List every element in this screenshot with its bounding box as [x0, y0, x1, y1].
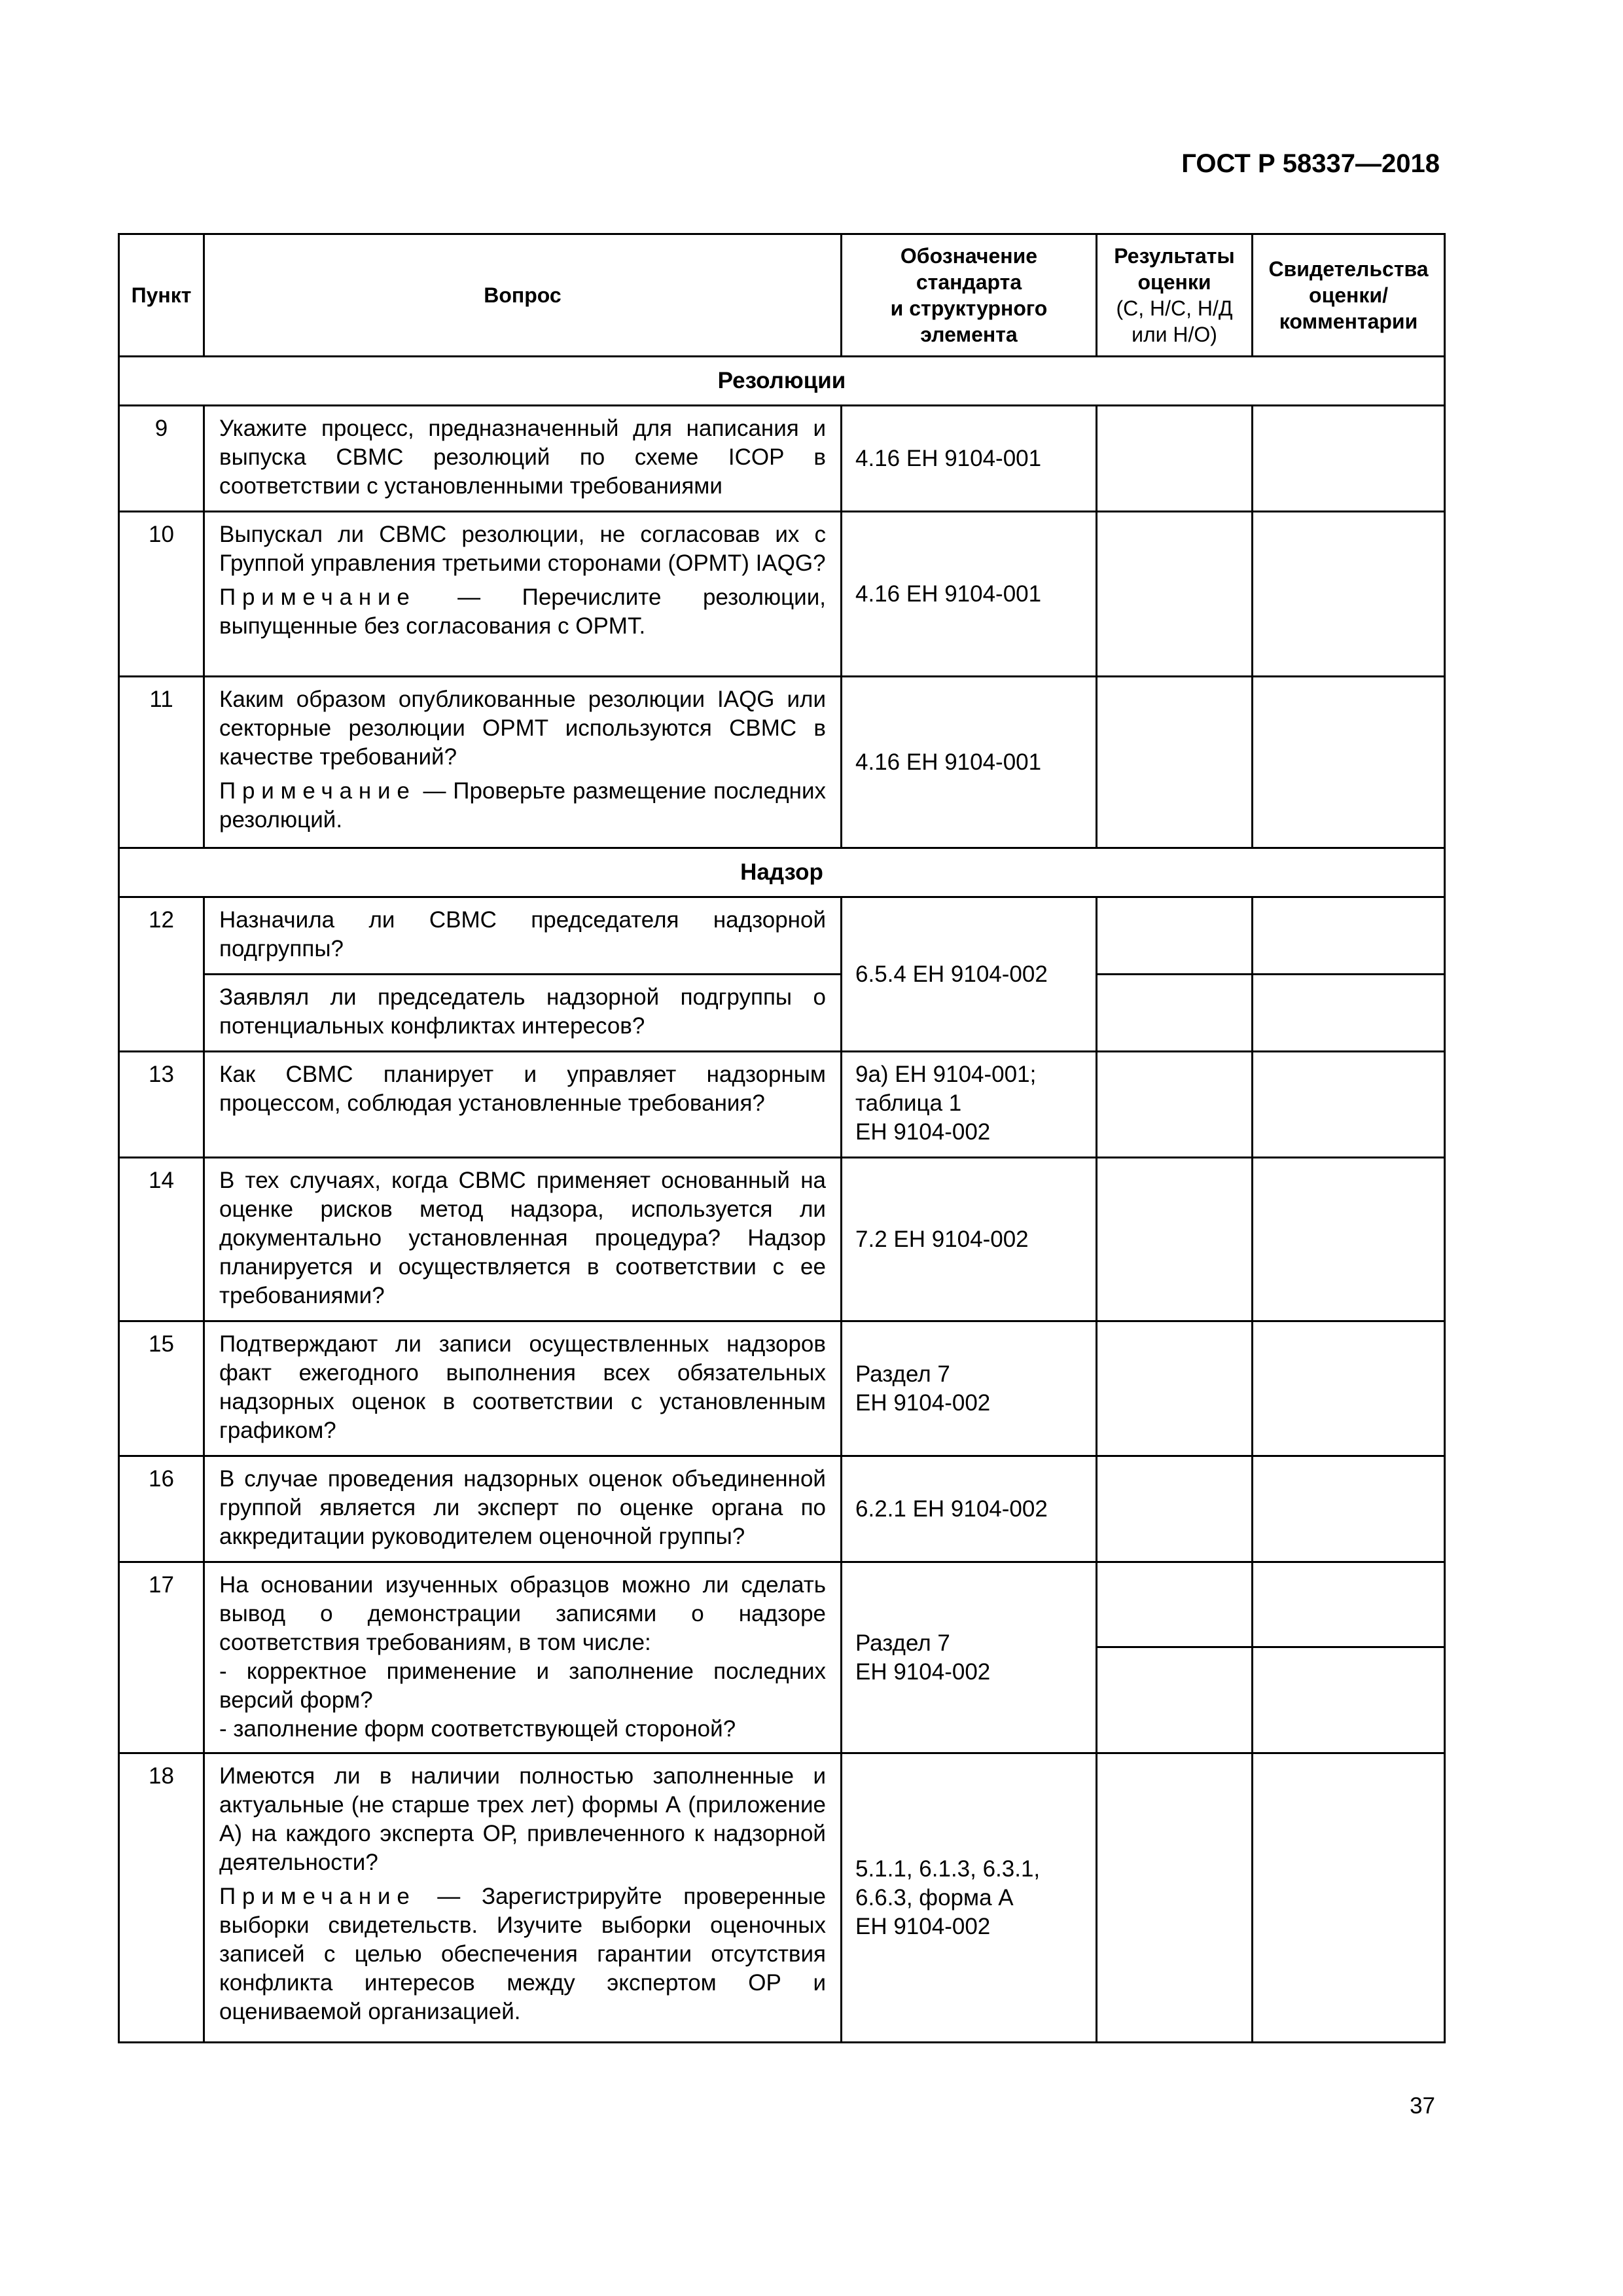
evidence-cell[interactable] [1253, 677, 1445, 848]
item-number: 10 [119, 512, 204, 677]
item-number: 12 [119, 897, 204, 1052]
standard-reference: 6.2.1 ЕН 9104-002 [842, 1456, 1097, 1562]
col-item-header: Пункт [119, 234, 204, 357]
item-number: 9 [119, 406, 204, 512]
question-text: Выпускал ли СВМС резолюции, не согласовав их с Группой управления третьими сторонами (OPMT) IAQG? Примечание — Перечислите резолюции, выпущенные без согласования с OPMT. [204, 512, 842, 677]
item-number: 17 [119, 1562, 204, 1753]
result-cell[interactable] [1097, 975, 1253, 1052]
item-number: 14 [119, 1158, 204, 1321]
table-row [119, 677, 1445, 848]
evidence-cell[interactable] [1253, 1647, 1445, 1753]
question-text: Укажите процесс, предназначенный для написания и выпуска СВМС резолюций по схеме ICOP в соответствии с установленными требованиями [204, 406, 842, 512]
result-cell[interactable] [1097, 677, 1253, 848]
table-row [119, 1753, 1445, 2043]
checklist-table [118, 233, 1446, 2043]
question-text: Заявлял ли председатель надзорной подгруппы о потенциальных конфликтах интересов? [204, 975, 842, 1052]
evidence-cell[interactable] [1253, 897, 1445, 975]
section-supervision: Надзор [119, 848, 1445, 897]
standard-reference: 4.16 ЕН 9104-001 [842, 677, 1097, 848]
table-row [119, 512, 1445, 677]
question-text: Подтверждают ли записи осуществленных надзоров факт ежегодного выполнения всех обязательных надзорных оценок в соответствии с установленным графиком? [204, 1321, 842, 1456]
question-text: Как СВМС планирует и управляет надзорным процессом, соблюдая установленные требования? [204, 1052, 842, 1158]
result-cell[interactable] [1097, 512, 1253, 677]
item-number: 16 [119, 1456, 204, 1562]
standard-reference: 9а) ЕН 9104-001; таблица 1 ЕН 9104-002 [842, 1052, 1097, 1158]
evidence-cell[interactable] [1253, 1456, 1445, 1562]
table-row [119, 1052, 1445, 1158]
question-text: В тех случаях, когда СВМС применяет основанный на оценке рисков метод надзора, используется ли документально установленная процедура? Надзор планируется и осуществляется в соответствии с ее требованиями? [204, 1158, 842, 1321]
col-standard-header: Обозначение стандарта и структурного элемента [842, 234, 1097, 357]
question-text: На основании изученных образцов можно ли сделать вывод о демонстрации записями о надзоре соответствия требованиям, в том числе: - корректное применение и заполнение последних версий форм? - заполнение форм соответствующей стороной? [204, 1562, 842, 1753]
item-number: 13 [119, 1052, 204, 1158]
evidence-cell[interactable] [1253, 1158, 1445, 1321]
question-text: В случае проведения надзорных оценок объединенной группой является ли эксперт по оценке органа по аккредитации руководителем оценочной группы? [204, 1456, 842, 1562]
standard-reference: Раздел 7 ЕН 9104-002 [842, 1562, 1097, 1753]
item-number: 11 [119, 677, 204, 848]
evidence-cell[interactable] [1253, 1052, 1445, 1158]
standard-reference: 6.5.4 ЕН 9104-002 [842, 897, 1097, 1052]
table-row [119, 1321, 1445, 1456]
note-label: Примечание [219, 584, 416, 610]
standard-reference: 7.2 ЕН 9104-002 [842, 1158, 1097, 1321]
standard-reference: 5.1.1, 6.1.3, 6.3.1, 6.6.3, форма А ЕН 9104-002 [842, 1753, 1097, 2043]
table-row [119, 1562, 1445, 1647]
document-header: ГОСТ Р 58337—2018 [1181, 149, 1440, 178]
table-row [119, 1456, 1445, 1562]
col-evidence-header: Свидетельства оценки/ комментарии [1253, 234, 1445, 357]
table-header [119, 234, 1445, 357]
table-row [119, 1158, 1445, 1321]
note-label: Примечание [219, 778, 416, 804]
col-results-header: Результаты оценки (С, Н/С, Н/Д или Н/О) [1097, 234, 1253, 357]
table-row [119, 406, 1445, 512]
item-number: 15 [119, 1321, 204, 1456]
col-question-header: Вопрос [204, 234, 842, 357]
result-cell[interactable] [1097, 1052, 1253, 1158]
page-number: 37 [1410, 2093, 1435, 2119]
evidence-cell[interactable] [1253, 975, 1445, 1052]
standard-reference: 4.16 ЕН 9104-001 [842, 512, 1097, 677]
evidence-cell[interactable] [1253, 1562, 1445, 1647]
question-text: Имеются ли в наличии полностью заполненные и актуальные (не старше трех лет) формы А (приложение А) на каждого эксперта ОР, привлеченного к надзорной деятельности? Примечание — Зарегистрируйте проверенные выборки свидетельств. Изучите выборки оценочных записей с целью обеспечения гарантии отсутствия конфликта интересов между экспертом ОР и оцениваемой организацией. [204, 1753, 842, 2043]
result-cell[interactable] [1097, 1753, 1253, 2043]
table-row [119, 975, 1445, 1052]
evidence-cell[interactable] [1253, 1321, 1445, 1456]
result-cell[interactable] [1097, 1562, 1253, 1647]
result-cell[interactable] [1097, 1456, 1253, 1562]
section-resolutions: Резолюции [119, 357, 1445, 406]
result-cell[interactable] [1097, 406, 1253, 512]
evidence-cell[interactable] [1253, 406, 1445, 512]
result-cell[interactable] [1097, 1158, 1253, 1321]
question-text: Назначила ли СВМС председателя надзорной подгруппы? [204, 897, 842, 975]
result-cell[interactable] [1097, 897, 1253, 975]
standard-reference: 4.16 ЕН 9104-001 [842, 406, 1097, 512]
note-label: Примечание [219, 1884, 416, 1909]
result-cell[interactable] [1097, 1647, 1253, 1753]
evidence-cell[interactable] [1253, 1753, 1445, 2043]
table-row [119, 897, 1445, 975]
evidence-cell[interactable] [1253, 512, 1445, 677]
item-number: 18 [119, 1753, 204, 2043]
standard-reference: Раздел 7 ЕН 9104-002 [842, 1321, 1097, 1456]
question-text: Каким образом опубликованные резолюции IAQG или секторные резолюции OPMT используются СВМС в качестве требований? Примечание — Проверьте размещение последних резолюций. [204, 677, 842, 848]
result-cell[interactable] [1097, 1321, 1253, 1456]
